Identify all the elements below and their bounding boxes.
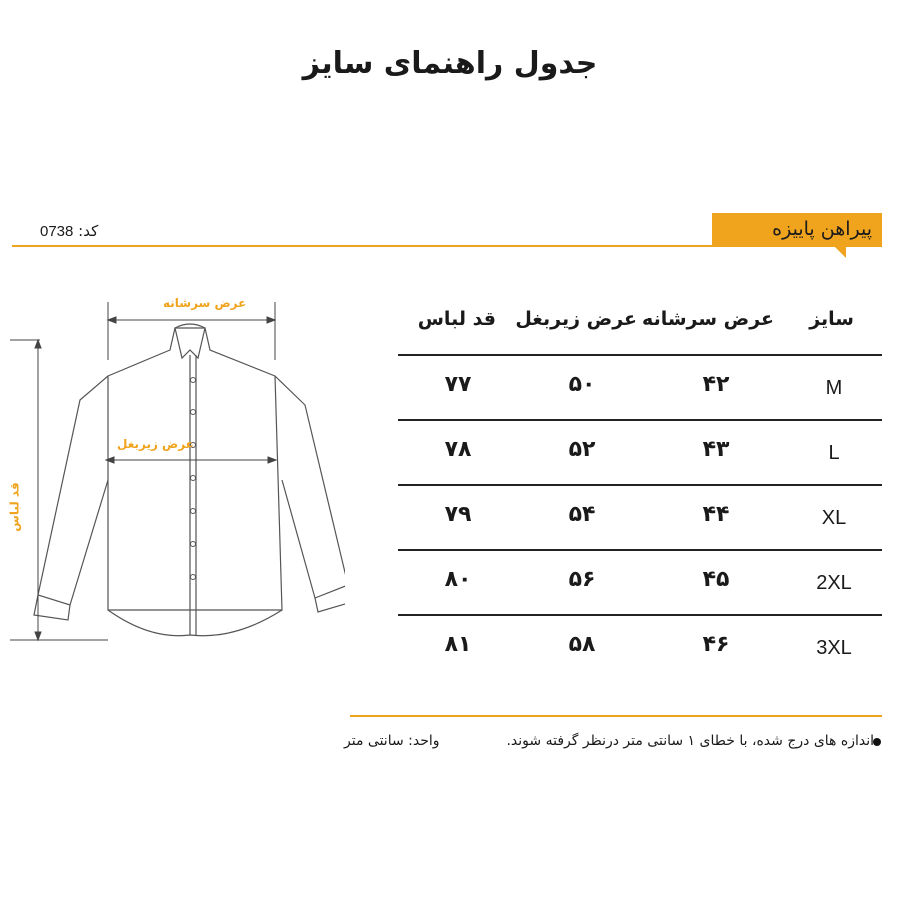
size-cell: L bbox=[828, 442, 840, 464]
shoulder-cell: ۴۲ bbox=[702, 372, 730, 397]
length-cell: ۷۹ bbox=[444, 502, 472, 527]
size-cell: 2XL bbox=[816, 572, 852, 594]
header-shoulder: عرض سرشانه bbox=[642, 308, 774, 330]
chest-cell: ۵۲ bbox=[568, 437, 596, 462]
length-cell: ۸۱ bbox=[444, 632, 472, 657]
length-label: قد لباس bbox=[7, 482, 22, 532]
length-cell: ۸۰ bbox=[444, 567, 472, 592]
shirt-diagram bbox=[0, 280, 345, 660]
chest-cell: ۵۸ bbox=[568, 632, 596, 657]
shirt-body-outline bbox=[108, 328, 282, 610]
header-chest: عرض زیربغل bbox=[515, 308, 637, 330]
shirt-collar-outline bbox=[175, 324, 205, 358]
header-size: سایز bbox=[809, 308, 854, 330]
right-sleeve-outline bbox=[275, 376, 345, 598]
table-divider bbox=[398, 354, 882, 356]
product-code-value: 0738 bbox=[40, 223, 74, 240]
footer-divider bbox=[350, 715, 882, 717]
tolerance-note: اندازه های درج شده، با خطای ۱ سانتی متر درنظر گرفته شوند. bbox=[506, 733, 874, 749]
chest-cell: ۵۴ bbox=[568, 502, 596, 527]
page-title: جدول راهنمای سایز bbox=[302, 46, 598, 81]
left-sleeve-outline bbox=[38, 376, 108, 605]
size-cell: 3XL bbox=[816, 637, 852, 659]
unit-note: واحد: سانتی متر bbox=[344, 733, 440, 749]
shoulder-cell: ۴۵ bbox=[702, 567, 730, 592]
chest-width-label: عرض زیربغل bbox=[117, 437, 194, 451]
product-tag-tail bbox=[834, 246, 846, 258]
chest-cell: ۵۰ bbox=[568, 372, 596, 397]
header-length: قد لباس bbox=[417, 308, 496, 330]
length-cell: ۷۷ bbox=[444, 372, 472, 397]
chest-cell: ۵۶ bbox=[568, 567, 596, 592]
shoulder-cell: ۴۳ bbox=[702, 437, 730, 462]
size-cell: XL bbox=[821, 507, 847, 529]
table-divider bbox=[398, 614, 882, 616]
bullet-icon bbox=[873, 738, 881, 746]
size-cell: M bbox=[825, 377, 843, 399]
shoulder-cell: ۴۶ bbox=[702, 632, 730, 657]
table-divider bbox=[398, 549, 882, 551]
product-code bbox=[40, 222, 98, 240]
table-divider bbox=[398, 484, 882, 486]
product-name-tag: پیراهن پاییزه bbox=[712, 213, 882, 246]
product-code-label: کد: bbox=[78, 222, 99, 240]
length-cell: ۷۸ bbox=[444, 437, 472, 462]
shoulder-width-label: عرض سرشانه bbox=[163, 296, 247, 310]
shoulder-cell: ۴۴ bbox=[702, 502, 730, 527]
table-divider bbox=[398, 419, 882, 421]
header-divider bbox=[12, 245, 882, 247]
